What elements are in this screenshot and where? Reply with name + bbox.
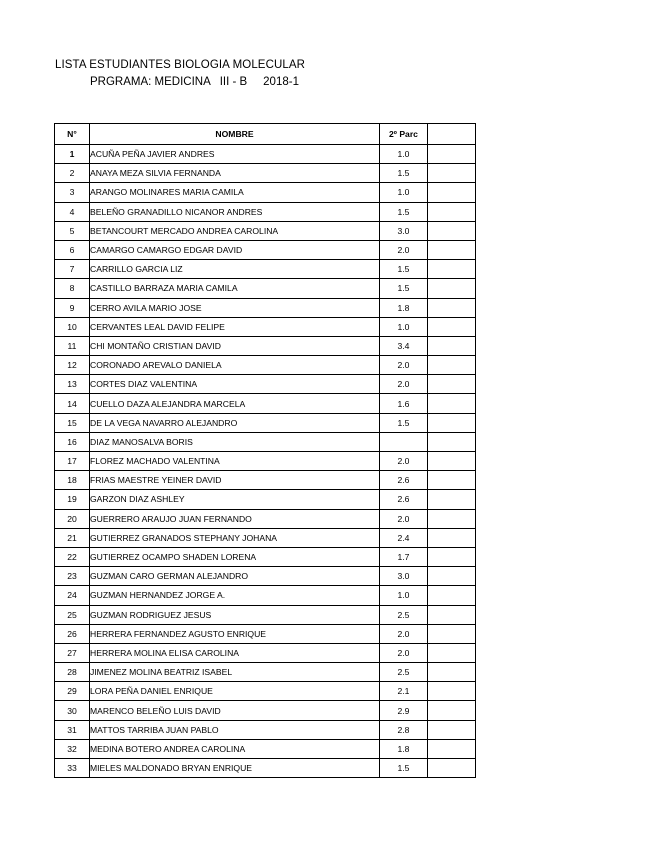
row-number: 16 — [55, 432, 90, 451]
table-row — [55, 375, 476, 394]
row-extra — [428, 759, 476, 778]
table-row — [55, 624, 476, 643]
row-student-name: GUZMAN CARO GERMAN ALEJANDRO — [90, 567, 380, 586]
row-grade: 1.6 — [380, 394, 428, 413]
row-extra — [428, 221, 476, 240]
row-student-name: ACUÑA PEÑA JAVIER ANDRES — [90, 145, 380, 164]
row-grade: 2.0 — [380, 509, 428, 528]
row-extra — [428, 663, 476, 682]
table-row — [55, 605, 476, 624]
row-number: 30 — [55, 701, 90, 720]
row-student-name: CORTES DIAZ VALENTINA — [90, 375, 380, 394]
row-extra — [428, 375, 476, 394]
table-row — [55, 394, 476, 413]
table-row — [55, 260, 476, 279]
row-grade: 2.4 — [380, 528, 428, 547]
row-extra — [428, 413, 476, 432]
row-student-name: GUTIERREZ GRANADOS STEPHANY JOHANA — [90, 528, 380, 547]
row-grade: 3.4 — [380, 336, 428, 355]
row-number: 14 — [55, 394, 90, 413]
row-number: 25 — [55, 605, 90, 624]
row-student-name: MIELES MALDONADO BRYAN ENRIQUE — [90, 759, 380, 778]
row-extra — [428, 279, 476, 298]
table-row — [55, 586, 476, 605]
row-grade: 3.0 — [380, 567, 428, 586]
row-number: 26 — [55, 624, 90, 643]
row-number: 21 — [55, 528, 90, 547]
row-number: 4 — [55, 202, 90, 221]
row-number: 18 — [55, 471, 90, 490]
table-row — [55, 682, 476, 701]
row-extra — [428, 567, 476, 586]
header-grade: 2º Parc — [380, 124, 428, 145]
row-grade: 1.0 — [380, 317, 428, 336]
table-row — [55, 145, 476, 164]
row-student-name: CARRILLO GARCIA LIZ — [90, 260, 380, 279]
row-student-name: CHI MONTAÑO CRISTIAN DAVID — [90, 336, 380, 355]
row-grade: 1.5 — [380, 759, 428, 778]
table-row — [55, 202, 476, 221]
row-number: 17 — [55, 452, 90, 471]
row-extra — [428, 739, 476, 758]
table-row — [55, 317, 476, 336]
row-extra — [428, 298, 476, 317]
row-student-name: CAMARGO CAMARGO EDGAR DAVID — [90, 240, 380, 259]
row-grade: 2.6 — [380, 471, 428, 490]
table-row — [55, 759, 476, 778]
row-grade: 1.5 — [380, 413, 428, 432]
row-grade: 1.8 — [380, 298, 428, 317]
row-number: 11 — [55, 336, 90, 355]
row-number: 13 — [55, 375, 90, 394]
row-number: 12 — [55, 356, 90, 375]
row-extra — [428, 528, 476, 547]
row-extra — [428, 432, 476, 451]
row-grade: 1.5 — [380, 279, 428, 298]
row-student-name: HERRERA MOLINA ELISA CAROLINA — [90, 643, 380, 662]
table-row — [55, 432, 476, 451]
header-name: NOMBRE — [90, 124, 380, 145]
row-student-name: CASTILLO BARRAZA MARIA CAMILA — [90, 279, 380, 298]
row-extra — [428, 240, 476, 259]
row-extra — [428, 202, 476, 221]
header-row — [55, 124, 476, 145]
row-student-name: FLOREZ MACHADO VALENTINA — [90, 452, 380, 471]
row-extra — [428, 317, 476, 336]
student-roster-table — [54, 123, 476, 778]
row-extra — [428, 490, 476, 509]
table-row — [55, 471, 476, 490]
row-grade: 2.5 — [380, 605, 428, 624]
row-extra — [428, 164, 476, 183]
row-extra — [428, 720, 476, 739]
row-number: 31 — [55, 720, 90, 739]
row-grade: 2.0 — [380, 624, 428, 643]
row-student-name: MARENCO BELEÑO LUIS DAVID — [90, 701, 380, 720]
row-number: 33 — [55, 759, 90, 778]
row-student-name: HERRERA FERNANDEZ AGUSTO ENRIQUE — [90, 624, 380, 643]
table-row — [55, 547, 476, 566]
row-student-name: DE LA VEGA NAVARRO ALEJANDRO — [90, 413, 380, 432]
row-extra — [428, 586, 476, 605]
row-grade: 1.5 — [380, 260, 428, 279]
row-number: 32 — [55, 739, 90, 758]
row-grade: 1.0 — [380, 586, 428, 605]
row-number: 3 — [55, 183, 90, 202]
row-extra — [428, 547, 476, 566]
row-student-name: FRIAS MAESTRE YEINER DAVID — [90, 471, 380, 490]
table-row — [55, 298, 476, 317]
row-grade: 1.7 — [380, 547, 428, 566]
row-number: 20 — [55, 509, 90, 528]
row-extra — [428, 509, 476, 528]
row-student-name: LORA PEÑA DANIEL ENRIQUE — [90, 682, 380, 701]
row-grade: 2.9 — [380, 701, 428, 720]
table-row — [55, 279, 476, 298]
row-extra — [428, 452, 476, 471]
row-student-name: CORONADO AREVALO DANIELA — [90, 356, 380, 375]
row-number: 1 — [55, 145, 90, 164]
table-row — [55, 643, 476, 662]
row-extra — [428, 643, 476, 662]
row-grade: 3.0 — [380, 221, 428, 240]
row-extra — [428, 394, 476, 413]
row-student-name: BELEÑO GRANADILLO NICANOR ANDRES — [90, 202, 380, 221]
row-student-name: ARANGO MOLINARES MARIA CAMILA — [90, 183, 380, 202]
row-grade — [380, 432, 428, 451]
row-grade: 1.0 — [380, 183, 428, 202]
row-grade: 2.0 — [380, 643, 428, 662]
row-number: 24 — [55, 586, 90, 605]
table-row — [55, 720, 476, 739]
table-row — [55, 739, 476, 758]
row-student-name: MATTOS TARRIBA JUAN PABLO — [90, 720, 380, 739]
row-student-name: GUZMAN HERNANDEZ JORGE A. — [90, 586, 380, 605]
header-extra — [428, 124, 476, 145]
row-extra — [428, 260, 476, 279]
row-grade: 2.0 — [380, 452, 428, 471]
row-extra — [428, 183, 476, 202]
row-student-name: MEDINA BOTERO ANDREA CAROLINA — [90, 739, 380, 758]
table-row — [55, 490, 476, 509]
row-grade: 1.8 — [380, 739, 428, 758]
row-grade: 2.8 — [380, 720, 428, 739]
row-grade: 2.0 — [380, 240, 428, 259]
row-student-name: DIAZ MANOSALVA BORIS — [90, 432, 380, 451]
row-extra — [428, 624, 476, 643]
table-row — [55, 221, 476, 240]
table-row — [55, 336, 476, 355]
row-student-name: CUELLO DAZA ALEJANDRA MARCELA — [90, 394, 380, 413]
table-row — [55, 663, 476, 682]
row-extra — [428, 336, 476, 355]
table-row — [55, 183, 476, 202]
row-extra — [428, 682, 476, 701]
row-grade: 1.5 — [380, 164, 428, 183]
table-row — [55, 452, 476, 471]
row-extra — [428, 471, 476, 490]
row-number: 6 — [55, 240, 90, 259]
row-extra — [428, 701, 476, 720]
row-number: 28 — [55, 663, 90, 682]
table-row — [55, 701, 476, 720]
row-student-name: JIMENEZ MOLINA BEATRIZ ISABEL — [90, 663, 380, 682]
table-row — [55, 567, 476, 586]
row-student-name: BETANCOURT MERCADO ANDREA CAROLINA — [90, 221, 380, 240]
row-number: 19 — [55, 490, 90, 509]
row-student-name: CERRO AVILA MARIO JOSE — [90, 298, 380, 317]
row-grade: 2.0 — [380, 375, 428, 394]
header-number: N° — [55, 124, 90, 145]
row-grade: 2.0 — [380, 356, 428, 375]
row-student-name: CERVANTES LEAL DAVID FELIPE — [90, 317, 380, 336]
table-row — [55, 413, 476, 432]
row-student-name: ANAYA MEZA SILVIA FERNANDA — [90, 164, 380, 183]
row-number: 9 — [55, 298, 90, 317]
row-number: 10 — [55, 317, 90, 336]
row-number: 2 — [55, 164, 90, 183]
row-student-name: GUERRERO ARAUJO JUAN FERNANDO — [90, 509, 380, 528]
row-number: 5 — [55, 221, 90, 240]
row-number: 22 — [55, 547, 90, 566]
row-extra — [428, 356, 476, 375]
row-student-name: GARZON DIAZ ASHLEY — [90, 490, 380, 509]
row-grade: 2.5 — [380, 663, 428, 682]
row-grade: 1.5 — [380, 202, 428, 221]
row-grade: 2.1 — [380, 682, 428, 701]
row-extra — [428, 605, 476, 624]
row-number: 23 — [55, 567, 90, 586]
table-row — [55, 164, 476, 183]
roster-body — [55, 145, 476, 778]
row-student-name: GUTIERREZ OCAMPO SHADEN LORENA — [90, 547, 380, 566]
row-extra — [428, 145, 476, 164]
row-number: 15 — [55, 413, 90, 432]
row-number: 27 — [55, 643, 90, 662]
table-row — [55, 528, 476, 547]
row-number: 7 — [55, 260, 90, 279]
row-number: 29 — [55, 682, 90, 701]
row-grade: 1.0 — [380, 145, 428, 164]
row-grade: 2.6 — [380, 490, 428, 509]
table-row — [55, 240, 476, 259]
row-student-name: GUZMAN RODRIGUEZ JESUS — [90, 605, 380, 624]
document-subtitle: PRGRAMA: MEDICINA III - B 2018-1 — [90, 76, 299, 88]
table-row — [55, 356, 476, 375]
table-row — [55, 509, 476, 528]
document-title: LISTA ESTUDIANTES BIOLOGIA MOLECULAR — [55, 59, 306, 71]
row-number: 8 — [55, 279, 90, 298]
